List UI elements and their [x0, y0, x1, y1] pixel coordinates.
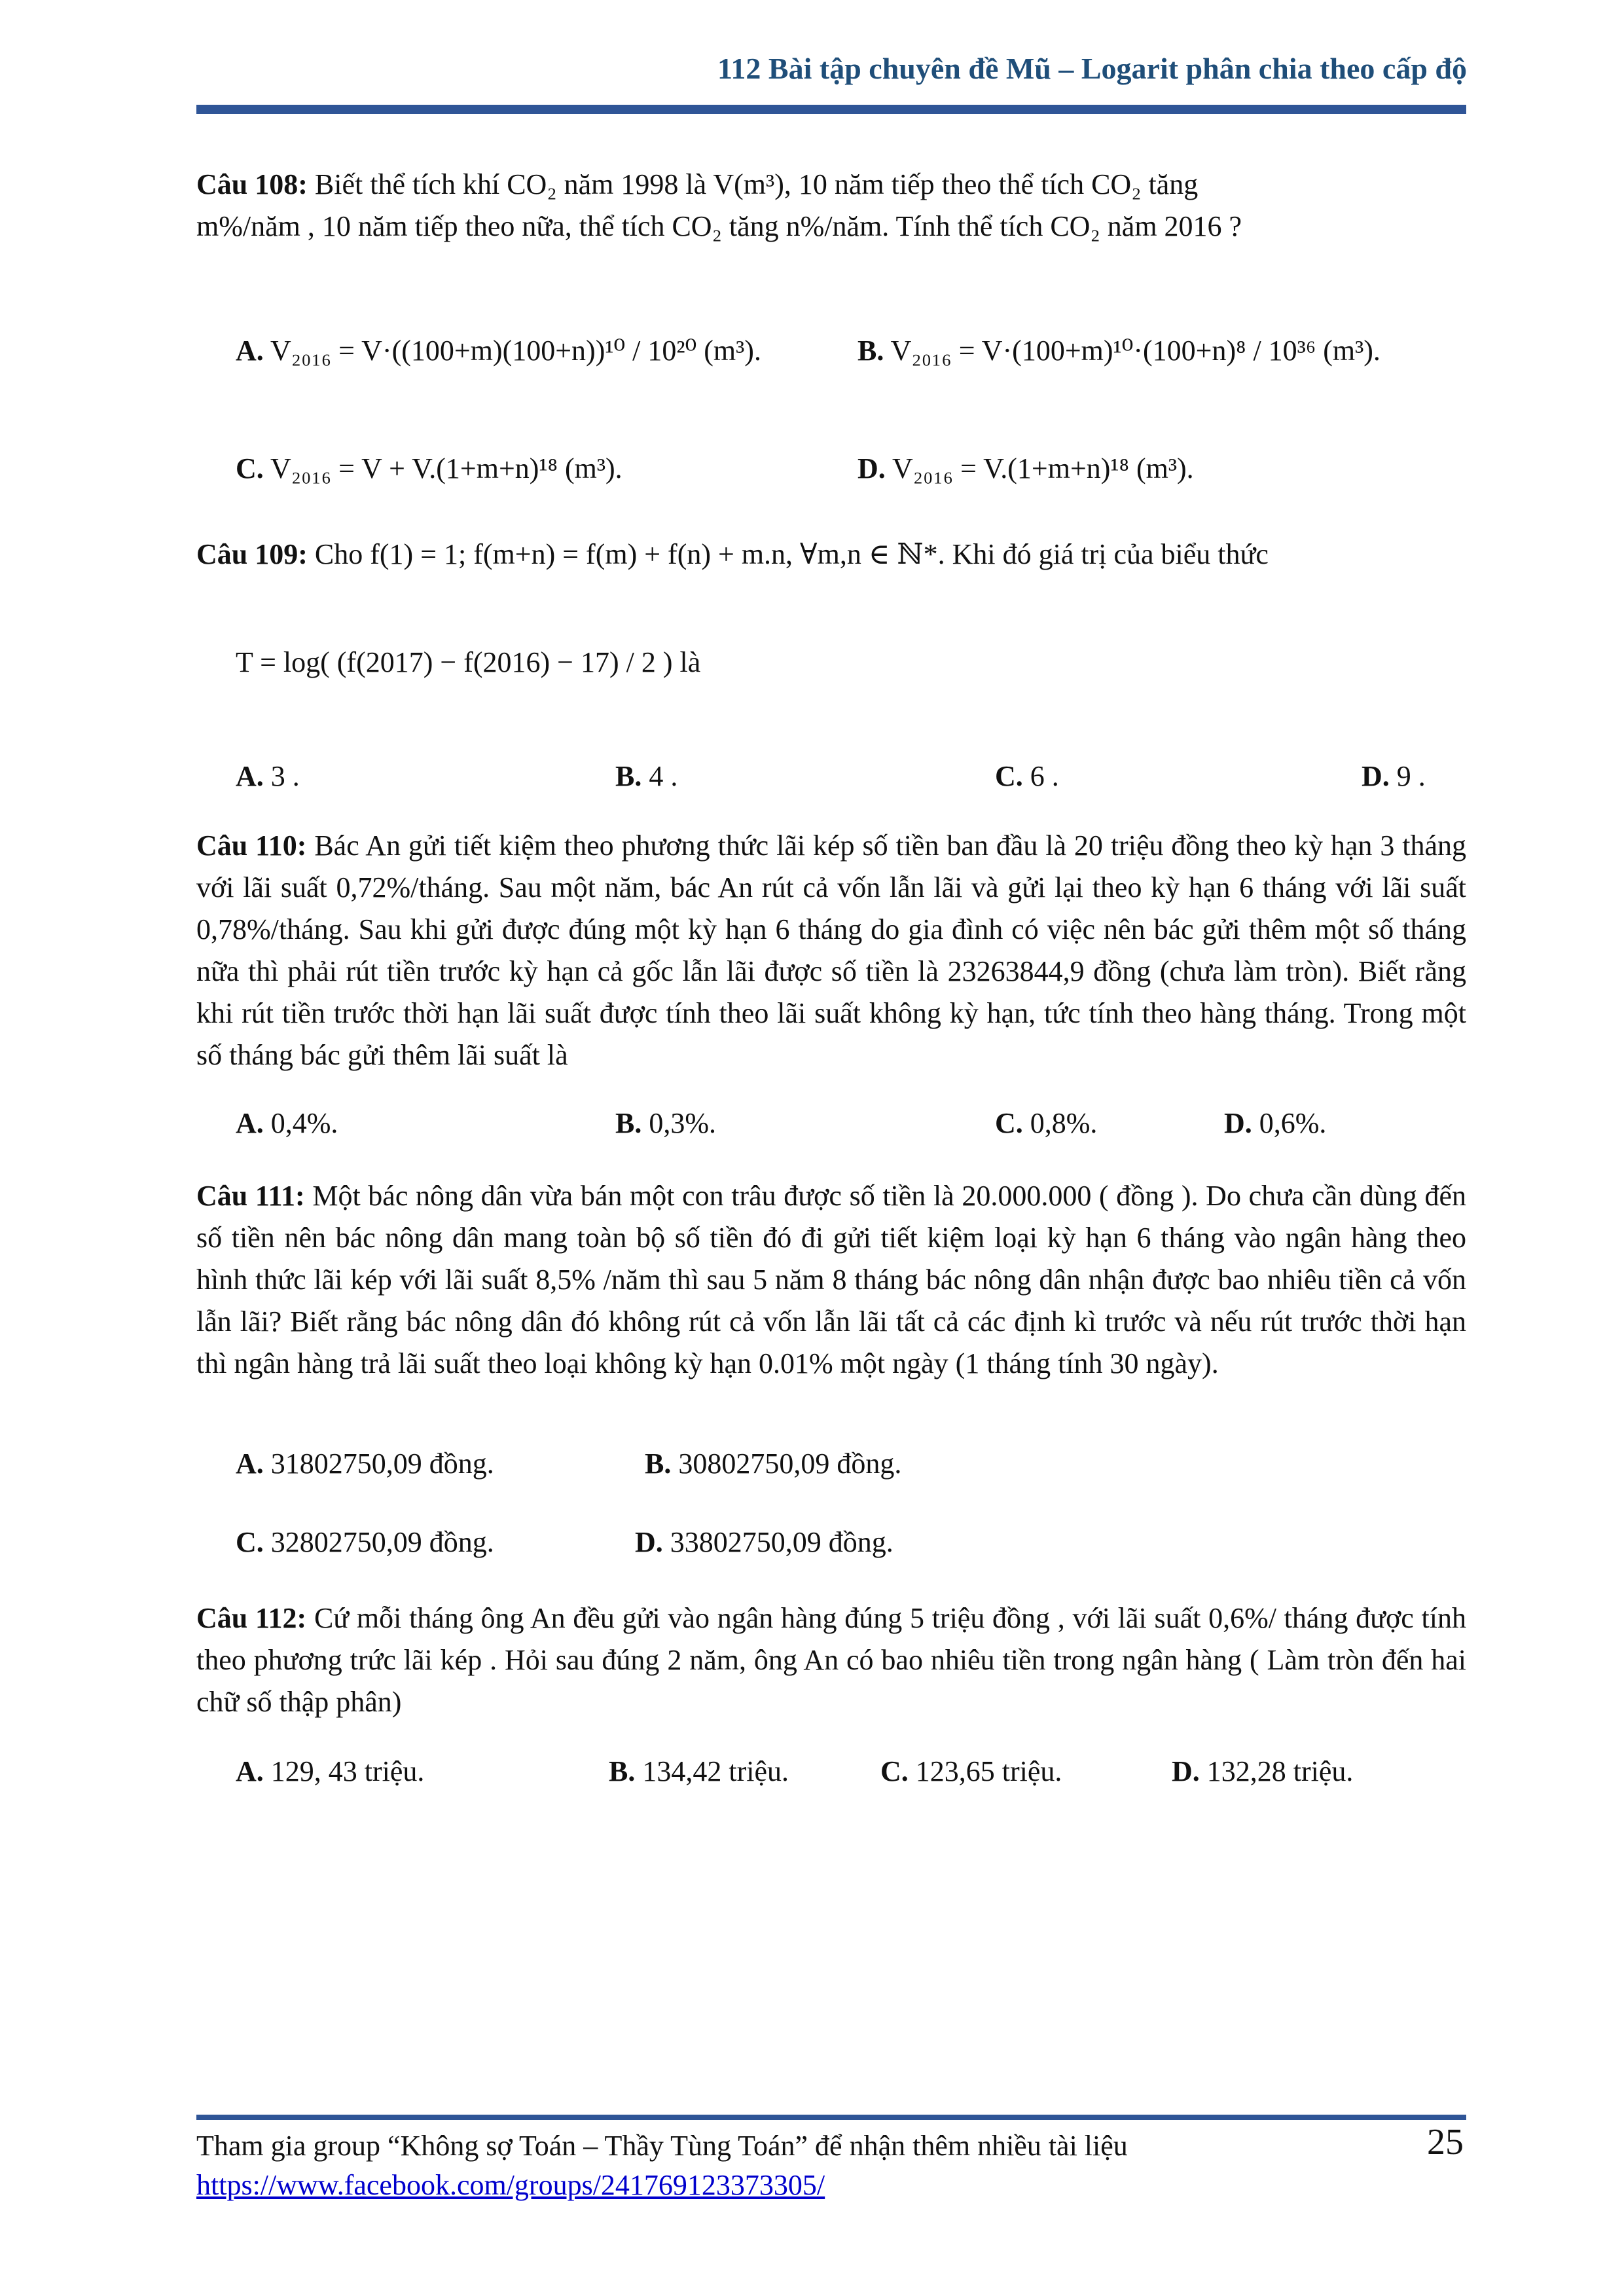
footer-text: Tham gia group “Không sợ Toán – Thầy Tùng Toán” để nhận thêm nhiều tài liệu — [196, 2130, 1128, 2162]
question-109-formula — [236, 642, 1414, 683]
question-108 — [196, 164, 1466, 247]
question-label: Câu 110: — [196, 829, 307, 862]
footer-divider — [196, 2115, 1466, 2120]
option-a[interactable]: A. 0,4%. — [236, 1107, 338, 1139]
option-text: 123,65 triệu. — [915, 1755, 1062, 1787]
option-b[interactable]: B. 0,3%. — [615, 1107, 717, 1139]
question-label: Câu 108: — [196, 168, 308, 200]
option-d[interactable]: D. 0,6%. — [1224, 1107, 1327, 1139]
option-text: V₂₀₁₆ = V·((100+m)(100+n))¹⁰ / 10²⁰ (m³). — [270, 335, 761, 367]
formula-text: T = log( (f(2017) − f(2016) − 17) / 2 ) là — [236, 646, 701, 678]
question-text: Cứ mỗi tháng ông An đều gửi vào ngân hàng đúng 5 triệu đồng , với lãi suất 0,6%/ tháng được tính theo phương trức lãi kép . Hỏi sau đúng 2 năm, ông An có bao nhiêu tiền trong ngân hàng ( Làm tròn đến hai chữ số thập phân) — [196, 1602, 1466, 1718]
option-text: 3 . — [270, 760, 300, 792]
option-d[interactable]: D. V₂₀₁₆ = V.(1+m+n)¹⁸ (m³). — [857, 452, 1194, 484]
option-text: 33802750,09 đồng. — [670, 1526, 893, 1558]
question-112 — [196, 1597, 1466, 1723]
option-c[interactable]: C. V₂₀₁₆ = V + V.(1+m+n)¹⁸ (m³). — [236, 452, 623, 484]
option-text: 0,8%. — [1030, 1107, 1098, 1139]
option-text: 30802750,09 đồng. — [678, 1448, 902, 1480]
option-text: 0,6%. — [1259, 1107, 1327, 1139]
question-text-line-1: Biết thể tích khí CO₂ năm 1998 là V(m³), 10 năm tiếp theo thể tích CO₂ tăng — [314, 168, 1199, 200]
question-111 — [196, 1175, 1466, 1385]
option-text: 32802750,09 đồng. — [270, 1526, 494, 1558]
option-text: 0,4%. — [270, 1107, 338, 1139]
option-d[interactable]: D. 33802750,09 đồng. — [635, 1526, 893, 1558]
option-text: 0,3%. — [649, 1107, 717, 1139]
option-b[interactable]: B. 30802750,09 đồng. — [645, 1448, 902, 1480]
option-a[interactable]: A. 3 . — [236, 760, 300, 792]
option-a[interactable]: A. 129, 43 triệu. — [236, 1755, 425, 1787]
page-number: 25 — [1427, 2122, 1464, 2162]
option-d[interactable]: D. 9 . — [1362, 760, 1426, 792]
footer-link[interactable]: https://www.facebook.com/groups/241769123373305/ — [196, 2169, 825, 2201]
option-text: 9 . — [1396, 760, 1426, 792]
option-text: V₂₀₁₆ = V + V.(1+m+n)¹⁸ (m³). — [270, 452, 623, 484]
option-text: 31802750,09 đồng. — [270, 1448, 494, 1480]
option-text: 132,28 triệu. — [1206, 1755, 1354, 1787]
option-c[interactable]: C. 123,65 triệu. — [880, 1755, 1062, 1787]
question-text: Bác An gửi tiết kiệm theo phương thức lãi kép số tiền ban đầu là 20 triệu đồng theo kỳ hạn 3 tháng với lãi suất 0,72%/tháng. Sau một năm, bác An rút cả vốn lẫn lãi và gửi lại theo kỳ hạn 6 tháng với lãi suất 0,78%/tháng. Sau khi gửi được đúng một kỳ hạn 6 tháng do gia đình có việc nên bác gửi thêm một số tháng nữa thì phải rút tiền trước kỳ hạn cả gốc lẫn lãi được số tiền là 23263844,9 đồng (chưa làm tròn). Biết rằng khi rút tiền trước thời hạn lãi suất được tính theo lãi suất không kỳ hạn, tức tính theo hàng tháng. Trong một số tháng bác gửi thêm lãi suất là — [196, 829, 1466, 1071]
header-divider — [196, 105, 1466, 114]
page-header-title: 112 Bài tập chuyên đề Mũ – Logarit phân chia theo cấp độ — [717, 52, 1467, 85]
option-text: V₂₀₁₆ = V.(1+m+n)¹⁸ (m³). — [892, 452, 1194, 484]
question-text-line-2: m%/năm , 10 năm tiếp theo nữa, thể tích CO₂ tăng n%/năm. Tính thể tích CO₂ năm 2016 ? — [196, 210, 1242, 242]
question-label: Câu 112: — [196, 1602, 307, 1634]
option-text: 134,42 triệu. — [642, 1755, 789, 1787]
option-c[interactable]: C. 0,8%. — [995, 1107, 1098, 1139]
option-b[interactable]: B. 4 . — [615, 760, 678, 792]
option-c[interactable]: C. 32802750,09 đồng. — [236, 1526, 494, 1558]
option-b[interactable]: B. V₂₀₁₆ = V·(100+m)¹⁰·(100+n)⁸ / 10³⁶ (m³). — [857, 335, 1380, 367]
question-label: Câu 109: — [196, 538, 308, 570]
option-a[interactable]: A. 31802750,09 đồng. — [236, 1448, 494, 1480]
option-text: 6 . — [1030, 760, 1059, 792]
option-c[interactable]: C. 6 . — [995, 760, 1059, 792]
option-a[interactable]: A. V₂₀₁₆ = V·((100+m)(100+n))¹⁰ / 10²⁰ (m³). — [236, 335, 761, 367]
option-text: 129, 43 triệu. — [270, 1755, 425, 1787]
option-text: 4 . — [649, 760, 678, 792]
question-110 — [196, 825, 1466, 1076]
option-b[interactable]: B. 134,42 triệu. — [609, 1755, 789, 1787]
option-text: V₂₀₁₆ = V·(100+m)¹⁰·(100+n)⁸ / 10³⁶ (m³). — [890, 335, 1380, 367]
question-text-line-1: Cho f(1) = 1; f(m+n) = f(m) + f(n) + m.n, ∀m,n ∈ ℕ*. Khi đó giá trị của biểu thức — [314, 538, 1269, 570]
option-d[interactable]: D. 132,28 triệu. — [1172, 1755, 1354, 1787]
question-text: Một bác nông dân vừa bán một con trâu được số tiền là 20.000.000 ( đồng ). Do chưa cần dùng đến số tiền nên bác nông dân mang toàn bộ số tiền đó đi gửi tiết kiệm loại kỳ hạn 6 tháng vào ngân hàng theo hình thức lãi kép với lãi suất 8,5% /năm thì sau 5 năm 8 tháng bác nông dân nhận được bao nhiêu tiền cả vốn lẫn lãi? Biết rằng bác nông dân đó không rút cả vốn lẫn lãi tất cả các định kì trước và nếu rút trước thời hạn thì ngân hàng trả lãi suất theo loại không kỳ hạn 0.01% một ngày (1 tháng tính 30 ngày). — [196, 1180, 1466, 1379]
question-label: Câu 111: — [196, 1180, 305, 1212]
question-109 — [196, 534, 1466, 575]
